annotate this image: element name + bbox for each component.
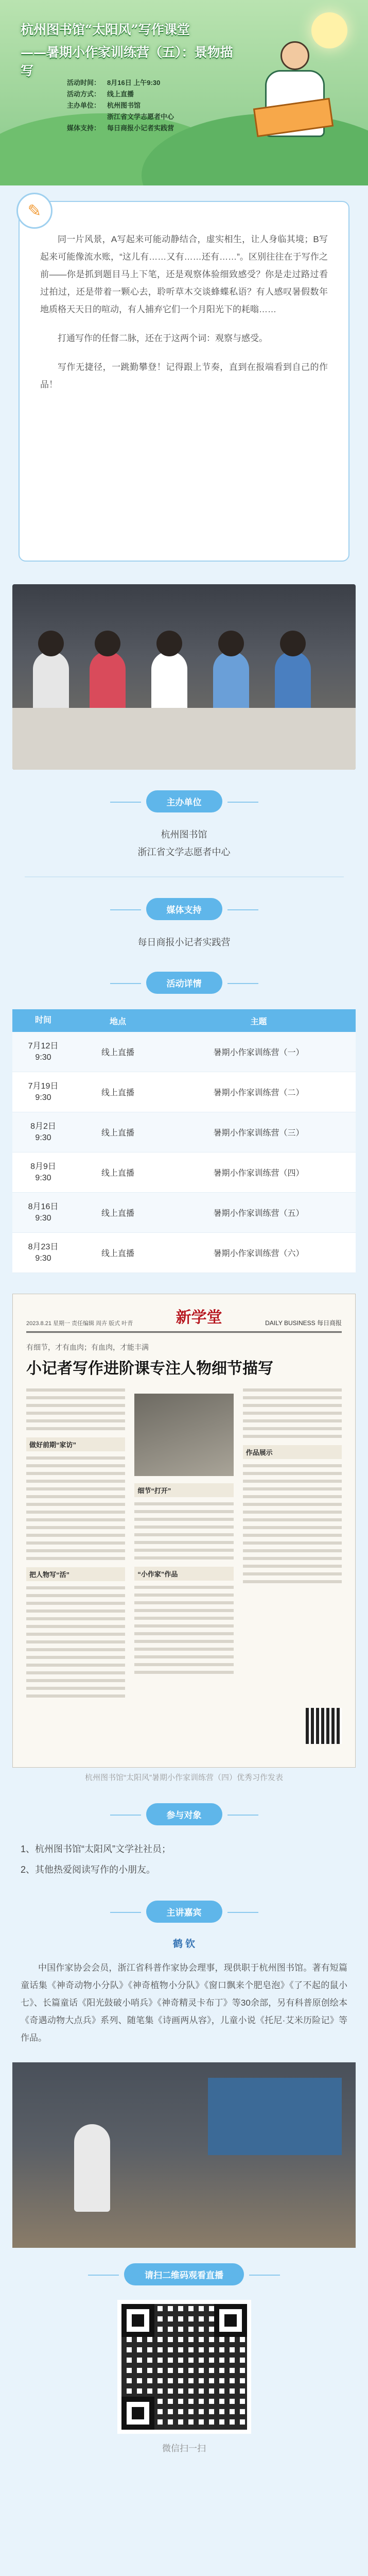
- reading-child-illustration: [250, 41, 337, 160]
- divider: [25, 876, 344, 877]
- list-item: 1、杭州图书馆“太阳风”文学社社员；: [21, 1844, 171, 1854]
- hero-info-row: 媒体支持： 每日商报小记者实践营: [67, 124, 174, 132]
- intro-paragraph: 写作无捷径，一跳勤攀登！记得跟上节奏，直到在报端看到自己的作品！: [40, 362, 328, 389]
- projection-screen: [208, 2078, 342, 2155]
- schedule-table: [12, 1009, 356, 1273]
- row-date: 7月12日: [28, 1041, 59, 1050]
- qr-finder: [214, 2304, 247, 2337]
- row-date: 8月2日: [30, 1122, 56, 1131]
- newspaper-kicker: 有细节，才有血肉；有血肉，才能丰满: [26, 1344, 149, 1352]
- row-place: 线上直播: [101, 1129, 134, 1138]
- participants-list: [21, 1839, 347, 1880]
- row-date: 7月19日: [28, 1081, 59, 1091]
- section-guest: [0, 1901, 368, 1923]
- host-name: 浙江省文学志愿者中心: [137, 847, 231, 857]
- row-date: 8月9日: [30, 1162, 56, 1171]
- newspaper-subhead: 细节“打开”: [134, 1483, 233, 1497]
- table-row: [12, 1032, 356, 1072]
- section-title: 请扫二维码观看直播: [124, 2263, 244, 2285]
- row-topic: 暑期小作家训练营（五）: [213, 1209, 304, 1218]
- host-name: 杭州图书馆: [161, 829, 207, 840]
- hero-banner: [0, 0, 368, 185]
- header-topic: 主题: [250, 1017, 267, 1026]
- section-title: 主讲嘉宾: [146, 1901, 222, 1923]
- table-row: [12, 1153, 356, 1193]
- header-place: 地点: [109, 1017, 126, 1026]
- intro-section: [0, 185, 368, 562]
- table-row: [12, 1112, 356, 1153]
- section-title: 参与对象: [146, 1803, 222, 1825]
- newspaper-brand: 新学堂: [176, 1309, 222, 1327]
- row-topic: 暑期小作家训练营（六）: [213, 1249, 304, 1258]
- table-row: [12, 1193, 356, 1233]
- schedule-header: [12, 1009, 356, 1032]
- section-participants: [0, 1803, 368, 1825]
- intro-card: [19, 201, 349, 562]
- list-item: 2、其他热爱阅读写作的小朋友。: [21, 1865, 156, 1875]
- row-topic: 暑期小作家训练营（一）: [213, 1048, 304, 1057]
- header-time: 时间: [34, 1016, 51, 1025]
- table-row: [12, 1072, 356, 1112]
- newspaper-headline: 小记者写作进阶课专注人物细节描写: [26, 1360, 273, 1378]
- section-qr: [0, 2263, 368, 2285]
- guest-name: 鹤 钦: [172, 1939, 196, 1950]
- section-title: 活动详情: [146, 972, 222, 994]
- row-date: 8月23日: [28, 1242, 59, 1251]
- speaker-figure: [74, 2124, 110, 2212]
- lecture-photo: [12, 2062, 356, 2248]
- section-schedule: [0, 972, 368, 994]
- section-media: [0, 898, 368, 920]
- row-date: 8月16日: [28, 1202, 59, 1211]
- newspaper-subhead: 作品展示: [243, 1445, 342, 1459]
- row-time: 9:30: [35, 1173, 51, 1182]
- newspaper-column: [26, 1388, 125, 1744]
- classroom-photo: [12, 584, 356, 770]
- hero-info-row: 活动方式： 线上直播: [67, 90, 134, 98]
- section-title: 主办单位: [146, 790, 222, 812]
- newspaper-caption: 杭州图书馆“太阳风”暑期小作家训练营（四）优秀习作发表: [85, 1773, 283, 1782]
- newspaper-columns: [26, 1388, 342, 1744]
- hero-info-row: 主办单位： 杭州图书馆: [67, 101, 141, 109]
- newspaper-qr: [306, 1708, 342, 1744]
- intro-paragraph: 同一片风景，A写起来可能动静结合，虚实相生，让人身临其境；B写起来可能像流水账，“这儿有……又有……还有……”。区别往往在于写作之前——你是抓到题目马上下笔，还是观察体验细致感受？你是走过路过看过拍过，还是带着一颗心去，聆听草木交谈蜂蝶私语？有人感叹暑假数年地质格天天日的喧动，有人捕弃它们一个月阳光下的耗嗡……: [40, 234, 328, 314]
- table-row: [12, 1233, 356, 1273]
- section-title: 媒体支持: [146, 898, 222, 920]
- row-topic: 暑期小作家训练营（二）: [213, 1089, 304, 1097]
- hero-info-row: 活动时间： 8月16日 上午9:30: [67, 79, 161, 87]
- row-time: 9:30: [35, 1053, 51, 1062]
- media-list: [0, 934, 368, 951]
- intro-paragraph: 打通写作的任督二脉，还在于这两个词：观察与感受。: [58, 333, 268, 343]
- pencil-icon: ✎: [16, 193, 52, 229]
- hero-title-line1: 杭州图书馆“太阳风”写作课堂: [21, 22, 190, 37]
- livestream-qr-code[interactable]: [117, 2300, 251, 2434]
- guest-bio: 中国作家协会会员，浙江省科普作家协会理事，现供职于杭州图书馆。著有短篇童话集《神奇动物小分队》《神奇植物小分队》《窗口飘来个肥皂泡》《了不起的鼠小七》、长篇童话《阳光鼓破小哨兵》《神奇精灵卡布丁》等30余部，另有科普原创绘本《奇遇动物大点兵》系列、随笔集《诗画两从容》，儿童小说《托尼·艾米历险记》等作品。: [21, 1963, 347, 2043]
- section-host: [0, 790, 368, 812]
- newspaper-column: [134, 1388, 233, 1744]
- row-time: 9:30: [35, 1093, 51, 1102]
- media-name: 每日商报小记者实践营: [137, 937, 231, 947]
- row-place: 线上直播: [101, 1089, 134, 1097]
- newspaper-masthead: [26, 1304, 342, 1333]
- row-topic: 暑期小作家训练营（四）: [213, 1169, 304, 1178]
- host-list: [0, 826, 368, 861]
- qr-finder: [121, 2397, 154, 2430]
- hero-info-row: 浙江省文学志愿者中心: [107, 113, 174, 121]
- row-place: 线上直播: [101, 1048, 134, 1057]
- newspaper-subhead: 把人物写“活”: [26, 1567, 125, 1581]
- newspaper-column: [243, 1388, 342, 1744]
- hero-title-line2: ——暑期小作家训练营（五）：景物描写: [21, 45, 233, 78]
- newspaper-date: 2023.8.21 星期一 责任编辑 周卉 版式 叶青: [26, 1320, 133, 1327]
- row-place: 线上直播: [101, 1209, 134, 1218]
- row-topic: 暑期小作家训练营（三）: [213, 1129, 304, 1138]
- qr-finder: [121, 2304, 154, 2337]
- newspaper-photo: [134, 1394, 233, 1476]
- row-place: 线上直播: [101, 1169, 134, 1178]
- newspaper-subhead: “小作家”作品: [134, 1567, 233, 1581]
- hero-info: [67, 77, 232, 134]
- row-time: 9:30: [35, 1253, 51, 1263]
- qr-caption: 微信扫一扫: [162, 2444, 206, 2453]
- newspaper-subhead: 做好前期“家访”: [26, 1437, 125, 1451]
- hero-title: [21, 20, 237, 79]
- row-time: 9:30: [35, 1133, 51, 1142]
- row-time: 9:30: [35, 1213, 51, 1223]
- newspaper-brand-en: DAILY BUSINESS 每日商报: [265, 1319, 342, 1327]
- newspaper-clipping: [12, 1294, 356, 1768]
- row-place: 线上直播: [101, 1249, 134, 1258]
